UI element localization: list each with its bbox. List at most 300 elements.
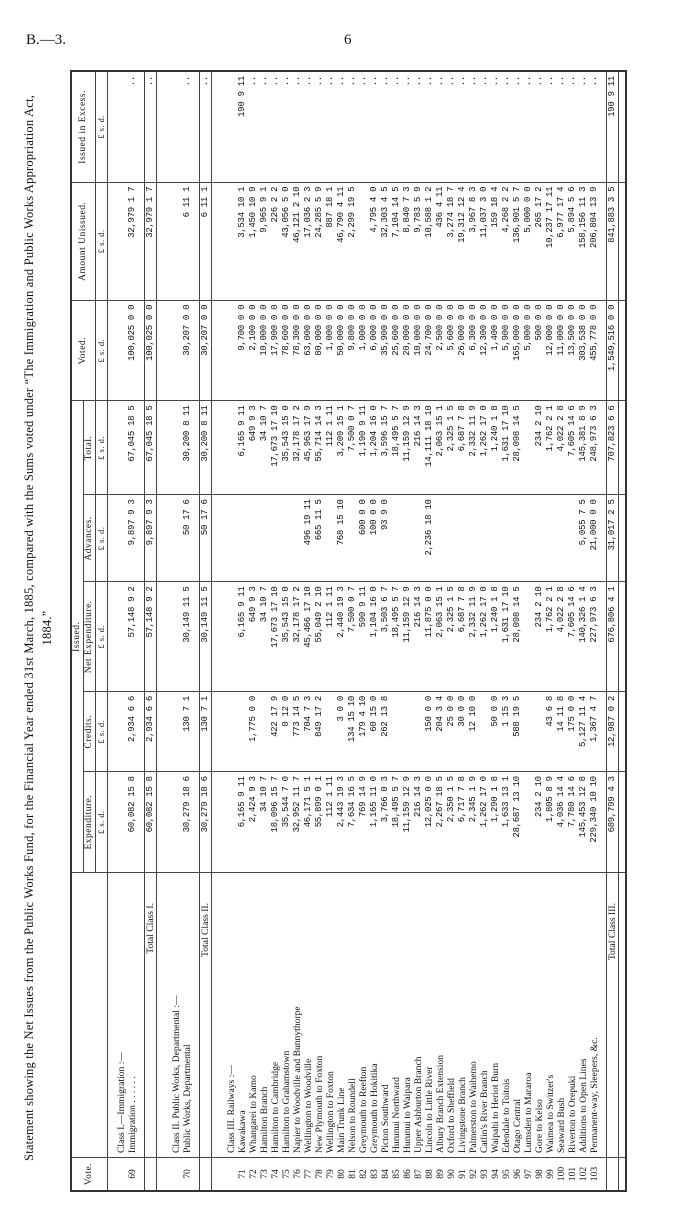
- value-adv: 9,897 9 3: [127, 495, 138, 582]
- value-excess: ..: [314, 71, 325, 182]
- item-name: Edendale to Toitois: [501, 873, 512, 1158]
- vote-number: 97: [523, 1158, 534, 1192]
- spacer-cell: [619, 692, 627, 772]
- item-name: Whangarei to Kamo: [248, 873, 259, 1158]
- item-name: Seaward Bush: [556, 873, 567, 1158]
- value-adv: [556, 495, 567, 582]
- value-net: 1,104 16 0: [369, 582, 380, 692]
- value-cred: 130 7 1: [182, 692, 193, 772]
- class-heading: Class III. Railways :—: [218, 873, 237, 1158]
- table-row: [512, 71, 523, 1191]
- item-name: Hamilton Branch: [259, 873, 270, 1158]
- value-total: 112 1 11: [325, 401, 336, 495]
- value-voted: 30,207 0 0: [200, 300, 212, 401]
- class-heading-row: [218, 71, 237, 1191]
- empty-cell: [108, 401, 128, 495]
- empty-cell: [218, 71, 237, 182]
- col-expenditure: Expenditure.: [84, 772, 96, 873]
- value-total: 1,240 1 8: [490, 401, 501, 495]
- table-row: [402, 71, 413, 1191]
- value-total: 45,963 17 9: [303, 401, 314, 495]
- value-total: 17,673 17 10: [270, 401, 281, 495]
- value-excess: ..: [512, 71, 523, 182]
- value-total: 55,714 14 3: [314, 401, 325, 495]
- statement-table: [70, 70, 627, 1192]
- value-total: 35,543 15 0: [281, 401, 292, 495]
- page-header-ref: B.—3.: [26, 32, 67, 48]
- empty-cell: [108, 692, 128, 772]
- item-name: Lumsden to Mararoa: [523, 873, 534, 1158]
- value-net: 11,875 0 0: [424, 582, 435, 692]
- value-adv: 100 0 0: [369, 495, 380, 582]
- value-cred: [523, 692, 534, 772]
- units-label: £ s. d.: [96, 182, 108, 300]
- vote-number: 72: [248, 1158, 259, 1192]
- value-net: 590 9 11: [358, 582, 369, 692]
- col-voted: Voted.: [71, 300, 96, 401]
- value-exp: 18,495 5 7: [391, 772, 402, 873]
- value-net: 7,500 0 7: [347, 582, 358, 692]
- item-name: Greymouth to Reefton: [358, 873, 369, 1158]
- table-row: [468, 71, 479, 1191]
- empty-cell: [163, 495, 182, 582]
- value-cred: 12,987 0 2: [607, 692, 619, 772]
- value-excess: ..: [182, 71, 193, 182]
- value-unissued: 265 17 2: [534, 182, 545, 300]
- empty-cell: [163, 582, 182, 692]
- value-cred: 0 12 0: [281, 692, 292, 772]
- value-cred: 849 17 2: [314, 692, 325, 772]
- value-excess: ..: [303, 71, 314, 182]
- vote-number: 78: [314, 1158, 325, 1192]
- value-cred: [237, 692, 248, 772]
- table-row: [325, 71, 336, 1191]
- value-total: 707,823 6 6: [607, 401, 619, 495]
- value-net: 227,973 6 3: [589, 582, 600, 692]
- value-total: 30,200 8 11: [200, 401, 212, 495]
- spacer-cell: [619, 582, 627, 692]
- value-voted: 80,000 0 0: [314, 300, 325, 401]
- empty-cell: [108, 772, 128, 873]
- empty-cell: [163, 401, 182, 495]
- value-net: 57,148 9 2: [127, 582, 138, 692]
- value-adv: [490, 495, 501, 582]
- col-description: [71, 873, 108, 1158]
- value-cred: 175 0 0: [567, 692, 578, 772]
- value-exp: 34 10 7: [259, 772, 270, 873]
- value-excess: ..: [446, 71, 457, 182]
- value-excess: ..: [490, 71, 501, 182]
- value-excess: ..: [501, 71, 512, 182]
- spacer-cell: [619, 495, 627, 582]
- item-name: Nelson to Roundell: [347, 873, 358, 1158]
- value-exp: 112 1 11: [325, 772, 336, 873]
- table-row: [424, 71, 435, 1191]
- vote-number: 74: [270, 1158, 281, 1192]
- value-total: 145,381 8 9: [578, 401, 589, 495]
- value-excess: ..: [336, 71, 347, 182]
- table-row: [281, 71, 292, 1191]
- value-cred: 14 11 8: [556, 692, 567, 772]
- value-exp: 35,544 7 0: [281, 772, 292, 873]
- value-unissued: 32,979 1 7: [145, 182, 157, 300]
- value-exp: 229,340 10 10: [589, 772, 600, 873]
- vote-number: 87: [413, 1158, 424, 1192]
- col-credits: Credits.: [84, 692, 96, 772]
- item-name: Catlin's River Branch: [479, 873, 490, 1158]
- table-row: [292, 71, 303, 1191]
- value-unissued: 32,979 1 7: [127, 182, 138, 300]
- item-name: Main Trunk Line: [336, 873, 347, 1158]
- value-unissued: 11,037 3 0: [479, 182, 490, 300]
- value-excess: ..: [248, 71, 259, 182]
- value-voted: 10,000 0 0: [413, 300, 424, 401]
- value-cred: 3 0 0: [336, 692, 347, 772]
- value-adv: [413, 495, 424, 582]
- value-adv: [259, 495, 270, 582]
- vote-cell: [218, 1158, 237, 1192]
- value-excess: ..: [145, 71, 157, 182]
- units-label: £ s. d.: [96, 300, 108, 401]
- value-voted: 11,000 0 0: [556, 300, 567, 401]
- value-voted: 12,000 0 0: [545, 300, 556, 401]
- table-row: [259, 71, 270, 1191]
- value-cred: 704 7 3: [303, 692, 314, 772]
- value-adv: 5,055 7 5: [578, 495, 589, 582]
- value-unissued: 1,450 10 9: [248, 182, 259, 300]
- value-net: 1,240 1 8: [490, 582, 501, 692]
- vote-number: 94: [490, 1158, 501, 1192]
- value-total: 28,098 14 5: [512, 401, 523, 495]
- value-adv: 665 11 5: [314, 495, 325, 582]
- value-unissued: [358, 182, 369, 300]
- value-adv: [281, 495, 292, 582]
- value-unissued: 3,274 18 7: [446, 182, 457, 300]
- value-voted: 35,900 0 0: [380, 300, 391, 401]
- value-adv: [270, 495, 281, 582]
- value-exp: 1,805 8 9: [545, 772, 556, 873]
- item-name: Total Class II.: [200, 873, 212, 1158]
- value-exp: [523, 772, 534, 873]
- vote-number: 83: [369, 1158, 380, 1192]
- value-unissued: 6,977 17 4: [556, 182, 567, 300]
- value-exp: 28,687 13 10: [512, 772, 523, 873]
- value-total: 67,045 18 5: [145, 401, 157, 495]
- table-row: [545, 71, 556, 1191]
- value-cred: 2,934 6 6: [127, 692, 138, 772]
- value-adv: [347, 495, 358, 582]
- value-adv: [237, 495, 248, 582]
- item-name: Immigration . . . . . .: [127, 873, 138, 1158]
- value-cred: 50 0 0: [490, 692, 501, 772]
- value-excess: 190 9 11: [607, 71, 619, 182]
- vote-number: 98: [534, 1158, 545, 1192]
- value-voted: 303,538 0 0: [578, 300, 589, 401]
- value-net: 216 14 3: [413, 582, 424, 692]
- vote-number: 84: [380, 1158, 391, 1192]
- value-cred: [413, 692, 424, 772]
- value-unissued: 5,894 5 6: [567, 182, 578, 300]
- value-voted: 1,000 0 0: [325, 300, 336, 401]
- value-cred: 422 17 9: [270, 692, 281, 772]
- vote-number: 103: [589, 1158, 600, 1192]
- value-cred: 5,127 11 4: [578, 692, 589, 772]
- item-name: Wellington to Foxton: [325, 873, 336, 1158]
- table-row: [380, 71, 391, 1191]
- vote-number: 71: [237, 1158, 248, 1192]
- spacer-cell: [619, 1158, 627, 1192]
- item-name: Hurunui to Waipara: [402, 873, 413, 1158]
- value-unissued: 8,840 7 3: [402, 182, 413, 300]
- vote-number: [145, 1158, 157, 1192]
- value-net: 676,806 4 1: [607, 582, 619, 692]
- table-row: [578, 71, 589, 1191]
- table-row: [270, 71, 281, 1191]
- value-net: 18,495 5 7: [391, 582, 402, 692]
- value-adv: [325, 495, 336, 582]
- value-exp: 1,633 13 1: [501, 772, 512, 873]
- vote-number: 102: [578, 1158, 589, 1192]
- value-total: 30,200 8 11: [182, 401, 193, 495]
- empty-cell: [163, 692, 182, 772]
- vote-number: 101: [567, 1158, 578, 1192]
- value-unissued: 6 11 1: [200, 182, 212, 300]
- value-cred: 60 15 0: [369, 692, 380, 772]
- value-total: 234 2 10: [534, 401, 545, 495]
- value-unissued: 10,237 17 11: [545, 182, 556, 300]
- value-voted: 20,000 0 0: [402, 300, 413, 401]
- empty-cell: [163, 182, 182, 300]
- value-unissued: 5,000 0 0: [523, 182, 534, 300]
- value-cred: 12 10 0: [468, 692, 479, 772]
- value-excess: ..: [127, 71, 138, 182]
- value-adv: 600 0 0: [358, 495, 369, 582]
- value-total: 18,495 5 7: [391, 401, 402, 495]
- value-excess: 190 9 11: [237, 71, 248, 182]
- value-adv: 50 17 6: [182, 495, 193, 582]
- vote-number: 92: [468, 1158, 479, 1192]
- col-vote: Vote.: [71, 1158, 108, 1192]
- value-exp: 1,290 1 8: [490, 772, 501, 873]
- value-unissued: 10,588 1 2: [424, 182, 435, 300]
- table-row: [391, 71, 402, 1191]
- value-exp: 7,634 16 5: [347, 772, 358, 873]
- value-excess: ..: [358, 71, 369, 182]
- value-unissued: 46,790 4 11: [336, 182, 347, 300]
- vote-number: 88: [424, 1158, 435, 1192]
- table-row: [523, 71, 534, 1191]
- value-net: 2,440 19 3: [336, 582, 347, 692]
- empty-cell: [218, 772, 237, 873]
- rotated-statement: [20, 62, 690, 1198]
- value-total: 14,111 18 10: [424, 401, 435, 495]
- value-adv: [446, 495, 457, 582]
- value-unissued: 43,056 5 0: [281, 182, 292, 300]
- item-name: Permanent-way, Sleepers, &c.: [589, 873, 600, 1158]
- value-unissued: 6 11 1: [182, 182, 193, 300]
- value-unissued: 3,967 8 3: [468, 182, 479, 300]
- value-excess: ..: [523, 71, 534, 182]
- empty-cell: [108, 182, 128, 300]
- item-name: Hamilton to Grahamstown: [281, 873, 292, 1158]
- statement-title: Statement showing the Net Issues from the Public Works Fund, for the Financial Year ended 31st March, 1885, compared with the Sums voted under “The Immigration and Public Works Appropriation Act, 1884.”: [22, 95, 54, 1161]
- value-unissued: 136,901 5 7: [512, 182, 523, 300]
- value-net: 45,466 17 10: [303, 582, 314, 692]
- value-unissued: 436 4 11: [435, 182, 446, 300]
- value-excess: ..: [200, 71, 212, 182]
- value-voted: 2,100 0 0: [248, 300, 259, 401]
- value-exp: 769 14 9: [358, 772, 369, 873]
- item-name: Picton Southward: [380, 873, 391, 1158]
- value-total: 1,204 16 0: [369, 401, 380, 495]
- item-name: Palmerston to Waihemo: [468, 873, 479, 1158]
- value-cred: 773 14 5: [292, 692, 303, 772]
- empty-cell: [163, 300, 182, 401]
- units-label: £ s. d.: [96, 401, 108, 495]
- value-excess: ..: [556, 71, 567, 182]
- table-row: [358, 71, 369, 1191]
- value-cred: 179 4 10: [358, 692, 369, 772]
- value-unissued: 158,156 11 3: [578, 182, 589, 300]
- value-exp: 30,279 18 6: [200, 772, 212, 873]
- value-adv: [567, 495, 578, 582]
- vote-number: [200, 1158, 212, 1192]
- vote-number: 73: [259, 1158, 270, 1192]
- value-cred: [402, 692, 413, 772]
- value-excess: ..: [567, 71, 578, 182]
- class-heading-row: [163, 71, 182, 1191]
- value-adv: 93 9 0: [380, 495, 391, 582]
- value-net: 35,543 15 0: [281, 582, 292, 692]
- value-unissued: 4,795 4 0: [369, 182, 380, 300]
- value-voted: 9,800 0 0: [347, 300, 358, 401]
- value-net: 2,325 1 5: [446, 582, 457, 692]
- value-cred: 1,775 0 0: [248, 692, 259, 772]
- value-voted: 6,300 0 0: [468, 300, 479, 401]
- value-voted: 9,700 0 0: [237, 300, 248, 401]
- item-name: Livingstone Branch: [457, 873, 468, 1158]
- vote-number: 96: [512, 1158, 523, 1192]
- value-total: 3,209 15 1: [336, 401, 347, 495]
- value-unissued: 32,303 4 5: [380, 182, 391, 300]
- vote-number: 81: [347, 1158, 358, 1192]
- spacer-cell: [619, 401, 627, 495]
- value-voted: 17,900 0 0: [270, 300, 281, 401]
- value-total: [523, 401, 534, 495]
- value-excess: ..: [325, 71, 336, 182]
- value-voted: 24,700 0 0: [424, 300, 435, 401]
- vote-number: 99: [545, 1158, 556, 1192]
- value-unissued: 226 2 2: [270, 182, 281, 300]
- value-cred: 130 7 1: [200, 692, 212, 772]
- vote-number: 86: [402, 1158, 413, 1192]
- col-net: Net Expenditure.: [84, 582, 96, 692]
- value-cred: 1 15 3: [501, 692, 512, 772]
- value-exp: 11,159 12 9: [402, 772, 413, 873]
- value-net: 28,098 14 5: [512, 582, 523, 692]
- value-excess: ..: [292, 71, 303, 182]
- value-adv: 9,897 9 3: [145, 495, 157, 582]
- empty-cell: [163, 71, 182, 182]
- value-voted: 5,900 0 0: [501, 300, 512, 401]
- vote-number: [607, 1158, 619, 1192]
- value-exp: 216 14 3: [413, 772, 424, 873]
- value-adv: [391, 495, 402, 582]
- empty-cell: [108, 71, 128, 182]
- value-unissued: 46,121 2 10: [292, 182, 303, 300]
- value-net: 6,165 9 11: [237, 582, 248, 692]
- value-net: 32,178 17 2: [292, 582, 303, 692]
- value-total: 11,159 12 9: [402, 401, 413, 495]
- empty-cell: [108, 300, 128, 401]
- value-excess: ..: [402, 71, 413, 182]
- value-total: 216 14 3: [413, 401, 424, 495]
- value-cred: 2,934 6 6: [145, 692, 157, 772]
- empty-cell: [163, 772, 182, 873]
- value-voted: 165,000 0 0: [512, 300, 523, 401]
- value-voted: 500 0 0: [534, 300, 545, 401]
- value-total: 649 9 3: [248, 401, 259, 495]
- empty-cell: [218, 401, 237, 495]
- value-adv: [501, 495, 512, 582]
- units-label: £ s. d.: [96, 692, 108, 772]
- table-row: [413, 71, 424, 1191]
- empty-cell: [218, 692, 237, 772]
- value-adv: [512, 495, 523, 582]
- value-net: 112 1 11: [325, 582, 336, 692]
- vote-number: 91: [457, 1158, 468, 1192]
- class-heading: Class II. Public Works, Departmental :—: [163, 873, 182, 1158]
- value-total: 6,687 7 8: [457, 401, 468, 495]
- value-total: 4,022 2 8: [556, 401, 567, 495]
- table-row: [303, 71, 314, 1191]
- vote-number: 93: [479, 1158, 490, 1192]
- value-exp: 60,082 15 8: [127, 772, 138, 873]
- item-name: Public Works, Departmental: [182, 873, 193, 1158]
- item-name: Albury Branch Extension: [435, 873, 446, 1158]
- value-cred: [325, 692, 336, 772]
- col-advances: Advances.: [84, 495, 96, 582]
- value-net: 3,503 6 7: [380, 582, 391, 692]
- vote-cell: [163, 1158, 182, 1192]
- item-name: Total Class I.: [145, 873, 157, 1158]
- value-adv: 50 17 6: [200, 495, 212, 582]
- value-unissued: 24,285 5 9: [314, 182, 325, 300]
- value-voted: 1,549,516 0 0: [607, 300, 619, 401]
- value-cred: 262 13 8: [380, 692, 391, 772]
- units-label: £ s. d.: [96, 582, 108, 692]
- value-adv: 31,017 2 5: [607, 495, 619, 582]
- value-exp: 1,165 11 0: [369, 772, 380, 873]
- table-row: [446, 71, 457, 1191]
- value-excess: ..: [479, 71, 490, 182]
- value-cred: 204 3 4: [435, 692, 446, 772]
- value-total: 248,973 6 3: [589, 401, 600, 495]
- value-unissued: 841,883 3 5: [607, 182, 619, 300]
- table-row: [479, 71, 490, 1191]
- value-voted: 6,000 0 0: [369, 300, 380, 401]
- value-exp: 2,350 1 5: [446, 772, 457, 873]
- value-net: 6,687 7 8: [457, 582, 468, 692]
- value-total: 67,045 18 5: [127, 401, 138, 495]
- value-exp: 12,025 0 0: [424, 772, 435, 873]
- value-exp: 18,096 15 7: [270, 772, 281, 873]
- value-unissued: 887 18 1: [325, 182, 336, 300]
- value-net: 30,149 11 5: [200, 582, 212, 692]
- item-name: Oxford to Sheffield: [446, 873, 457, 1158]
- item-name: Riverton to Orepuki: [567, 873, 578, 1158]
- value-voted: 78,300 0 0: [292, 300, 303, 401]
